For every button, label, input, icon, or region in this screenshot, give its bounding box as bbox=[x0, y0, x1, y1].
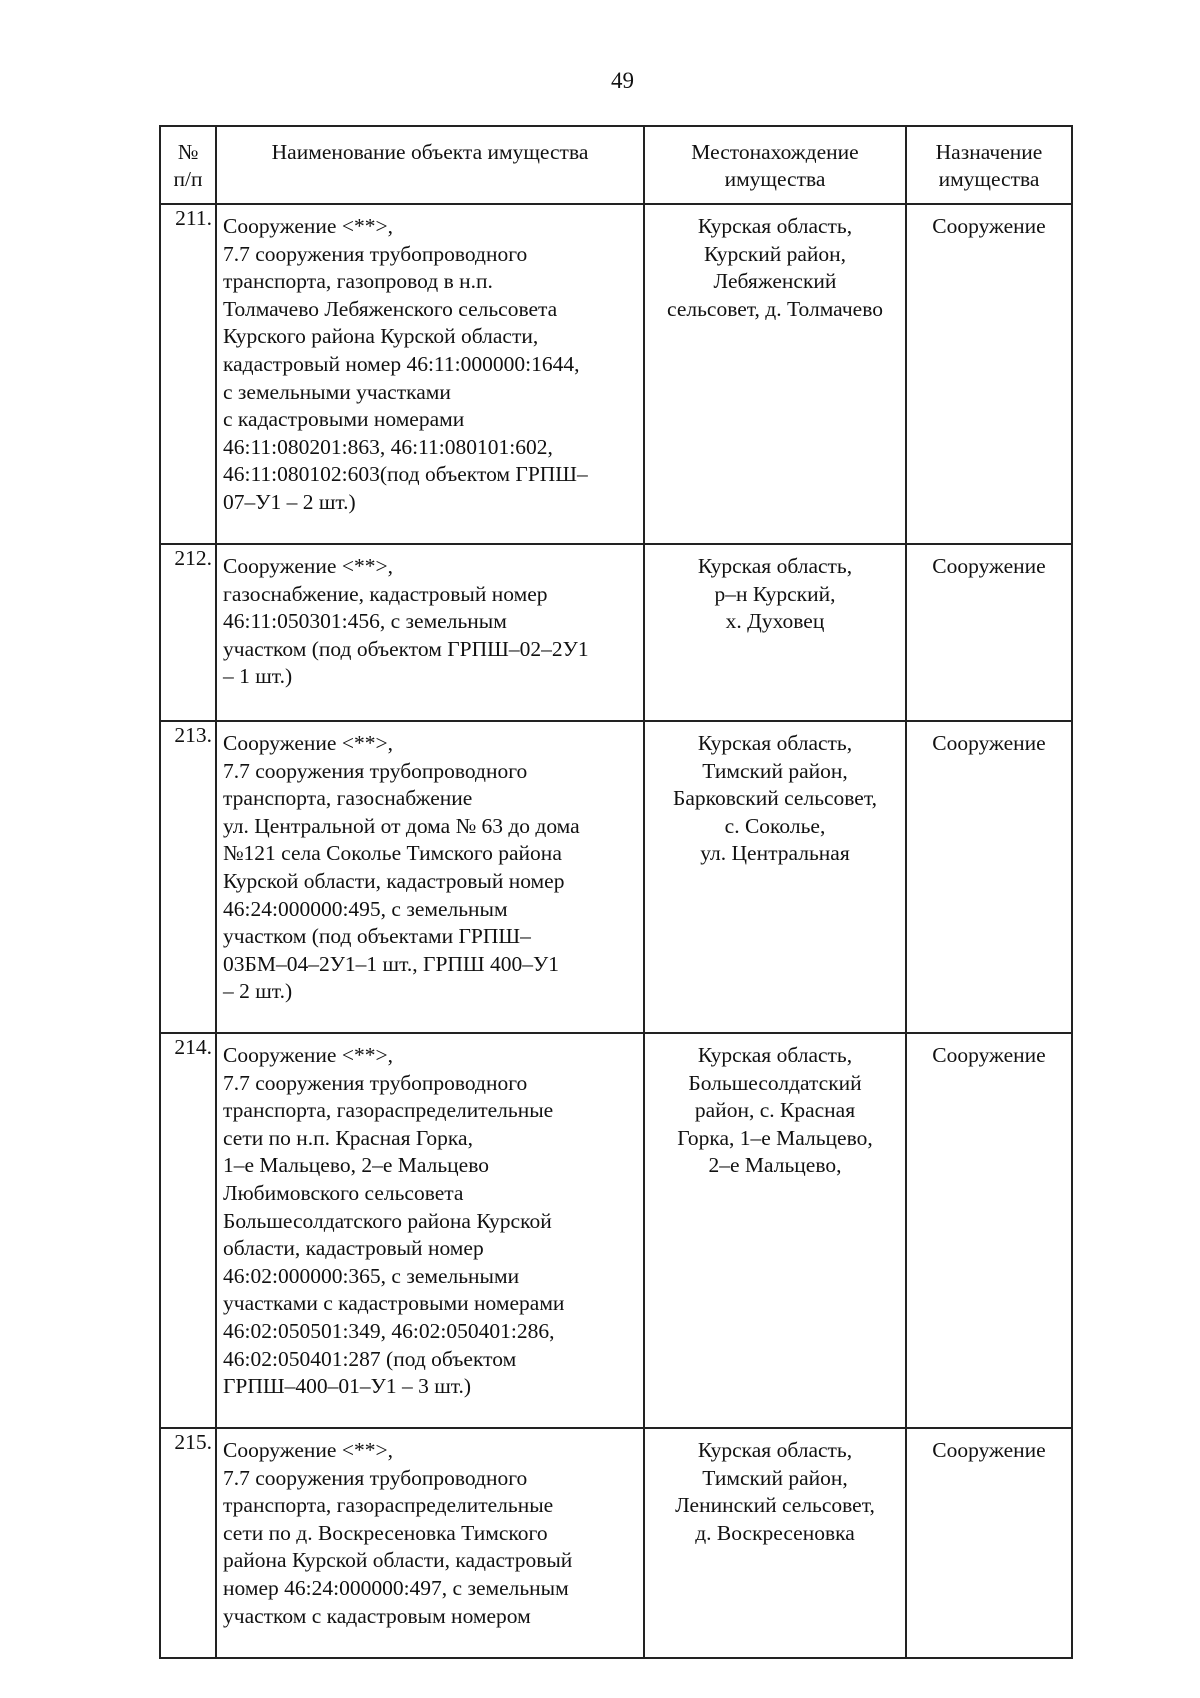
object-location: Курская область, р–н Курский, х. Духовец bbox=[644, 544, 906, 721]
object-location: Курская область, Тимский район, Ленинский сельсовет, д. Воскресеновка bbox=[644, 1428, 906, 1658]
header-num: № п/п bbox=[160, 126, 216, 204]
object-name: Сооружение <**>, 7.7 сооружения трубопроводного транспорта, газораспределительные сети по д. Воскресеновка Тимского района Курской области, кадастровый номер 46:24:000000:497, с земельным участком с кадастровым номером bbox=[216, 1428, 644, 1658]
object-name: Сооружение <**>, газоснабжение, кадастровый номер 46:11:050301:456, с земельным участком (под объектом ГРПШ–02–2У1 – 1 шт.) bbox=[216, 544, 644, 721]
row-number: 211. bbox=[160, 204, 216, 544]
table-header-row bbox=[160, 126, 1072, 204]
table-row bbox=[160, 721, 1072, 1033]
table-row bbox=[160, 1033, 1072, 1428]
object-purpose: Сооружение bbox=[906, 204, 1072, 544]
object-location: Курская область, Большесолдатский район, с. Красная Горка, 1–е Мальцево, 2–е Мальцево, bbox=[644, 1033, 906, 1428]
table-row bbox=[160, 1428, 1072, 1658]
object-purpose: Сооружение bbox=[906, 1033, 1072, 1428]
object-purpose: Сооружение bbox=[906, 544, 1072, 721]
object-name: Сооружение <**>, 7.7 сооружения трубопроводного транспорта, газоснабжение ул. Центральной от дома № 63 до дома №121 села Соколье Тимского района Курской области, кадастровый номер 46:24:000000:495, с земельным участком (под объектами ГРПШ– 03БМ–04–2У1–1 шт., ГРПШ 400–У1 – 2 шт.) bbox=[216, 721, 644, 1033]
object-name: Сооружение <**>, 7.7 сооружения трубопроводного транспорта, газораспределительные сети по н.п. Красная Горка, 1–е Мальцево, 2–е Мальцево Любимовского сельсовета Большесолдатского района Курской области, кадастровый номер 46:02:000000:365, с земельными участками с кадастровыми номерами 46:02:050501:349, 46:02:050401:286, 46:02:050401:287 (под объектом ГРПШ–400–01–У1 – 3 шт.) bbox=[216, 1033, 644, 1428]
header-location: Местонахождение имущества bbox=[644, 126, 906, 204]
object-location: Курская область, Курский район, Лебяженский сельсовет, д. Толмачево bbox=[644, 204, 906, 544]
header-purpose: Назначение имущества bbox=[906, 126, 1072, 204]
table-row bbox=[160, 544, 1072, 721]
property-table bbox=[159, 125, 1073, 1659]
row-number: 213. bbox=[160, 721, 216, 1033]
header-name: Наименование объекта имущества bbox=[216, 126, 644, 204]
row-number: 215. bbox=[160, 1428, 216, 1658]
object-location: Курская область, Тимский район, Барковский сельсовет, с. Соколье, ул. Центральная bbox=[644, 721, 906, 1033]
row-number: 212. bbox=[160, 544, 216, 721]
table-row bbox=[160, 204, 1072, 544]
object-purpose: Сооружение bbox=[906, 1428, 1072, 1658]
object-name: Сооружение <**>, 7.7 сооружения трубопроводного транспорта, газопровод в н.п. Толмачево Лебяженского сельсовета Курского района Курской области, кадастровый номер 46:11:000000:1644, с земельными участками с кадастровыми номерами 46:11:080201:863, 46:11:080101:602, 46:11:080102:603(под объектом ГРПШ– 07–У1 – 2 шт.) bbox=[216, 204, 644, 544]
page-number: 49 bbox=[611, 68, 634, 93]
object-purpose: Сооружение bbox=[906, 721, 1072, 1033]
row-number: 214. bbox=[160, 1033, 216, 1428]
